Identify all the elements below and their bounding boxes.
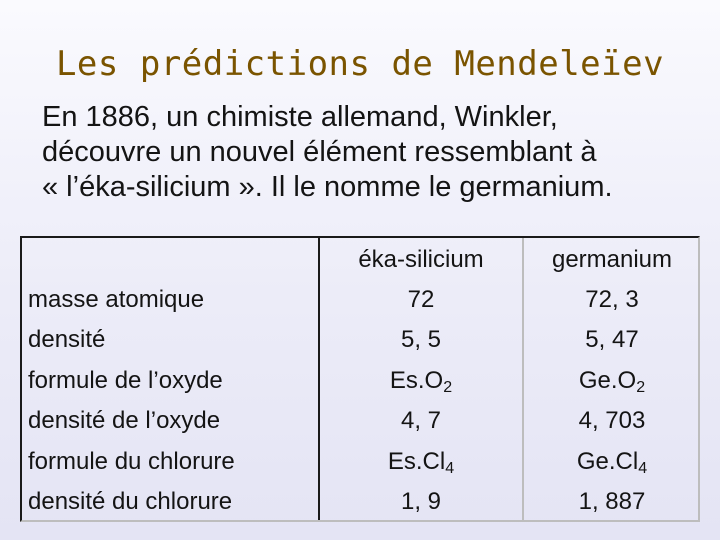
comparison-table	[20, 236, 700, 522]
slide-title: Les prédictions de Mendeleïev	[55, 44, 665, 84]
ge-value: 4, 703	[578, 407, 646, 434]
formula-base: Es.O	[389, 367, 444, 394]
ge-formula	[524, 442, 700, 482]
header-eka-silicium: éka-silicium	[358, 246, 484, 273]
intro-line: découvre un nouvel élément ressemblant à	[42, 136, 597, 168]
ge-value: 1, 887	[578, 488, 646, 515]
property-column	[22, 238, 318, 520]
formula-subscript: 2	[443, 379, 453, 396]
property-label: densité de l’oxyde	[28, 407, 221, 434]
eka-value: 72	[407, 286, 435, 313]
ge-value: 72, 3	[585, 286, 639, 313]
property-label: formule de l’oxyde	[28, 367, 223, 394]
formula-base: Es.Cl	[387, 448, 446, 475]
eka-silicium-column	[318, 238, 524, 520]
property-label: formule du chlorure	[28, 448, 235, 475]
formula-subscript: 4	[638, 460, 648, 477]
eka-value: 1, 9	[400, 488, 442, 515]
eka-value: 4, 7	[400, 407, 442, 434]
property-label: densité du chlorure	[28, 488, 233, 515]
ge-formula	[524, 361, 700, 401]
formula-subscript: 4	[445, 460, 455, 477]
header-cell-empty	[28, 240, 324, 280]
property-label: densité	[28, 326, 106, 353]
formula-subscript: 2	[636, 379, 646, 396]
property-label: masse atomique	[28, 286, 205, 313]
header-germanium: germanium	[551, 246, 673, 273]
intro-paragraph	[42, 100, 702, 205]
eka-formula	[320, 442, 522, 482]
eka-formula	[320, 361, 522, 401]
formula-base: Ge.Cl	[576, 448, 639, 475]
germanium-column	[524, 238, 700, 520]
intro-line: « l’éka-silicium ». Il le nomme le germanium.	[42, 171, 613, 203]
intro-line: En 1886, un chimiste allemand, Winkler,	[42, 101, 558, 133]
ge-value: 5, 47	[585, 326, 639, 353]
formula-base: Ge.O	[578, 367, 637, 394]
eka-value: 5, 5	[400, 326, 442, 353]
